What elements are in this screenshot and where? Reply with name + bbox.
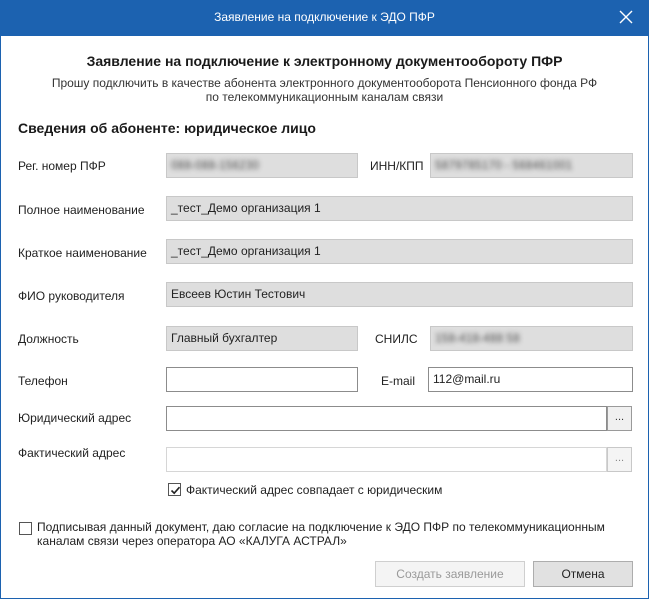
inn-kpp-field[interactable]: 5879785170 - 568461001 (430, 153, 633, 178)
full-name-label: Полное наименование (18, 203, 145, 217)
cancel-button[interactable]: Отмена (533, 561, 633, 587)
consent-line-1: Подписывая данный документ, даю согласие на подключение к ЭДО ПФР по телекоммуникационным (37, 520, 605, 534)
phone-input[interactable] (166, 367, 358, 392)
consent-checkbox[interactable] (19, 522, 32, 535)
snils-label: СНИЛС (375, 332, 418, 346)
form-heading: Заявление на подключение к электронному документообороту ПФР (86, 53, 563, 69)
legal-address-label: Юридический адрес (18, 411, 132, 425)
director-label: ФИО руководителя (18, 289, 125, 303)
legal-address-browse-button[interactable]: ... (607, 406, 632, 431)
actual-address-label: Фактический адрес (18, 446, 126, 460)
full-name-field[interactable]: _тест_Демо организация 1 (166, 196, 633, 221)
consent-line-2: каналам связи через оператора АО «КАЛУГА АСТРАЛ» (37, 534, 347, 548)
director-field[interactable]: Евсеев Юстин Тестович (166, 282, 633, 307)
position-label: Должность (18, 332, 79, 346)
window-title: Заявление на подключение к ЭДО ПФР (214, 10, 435, 24)
phone-label: Телефон (18, 374, 68, 388)
create-application-button[interactable]: Создать заявление (375, 561, 525, 587)
short-name-field[interactable]: _тест_Демо организация 1 (166, 239, 633, 264)
form-subheading (0, 76, 649, 104)
title-bar (0, 0, 649, 36)
actual-address-input[interactable] (166, 447, 607, 472)
email-input[interactable]: 112@mail.ru (428, 367, 633, 392)
section-title: Сведения об абоненте: юридическое лицо (18, 120, 316, 136)
reg-number-field[interactable]: 088-088-156230 (166, 153, 358, 178)
subheading-line-2: по телекоммуникационным каналам связи (205, 90, 444, 104)
reg-number-label: Рег. номер ПФР (18, 159, 106, 173)
subheading-line-1: Прошу подключить в качестве абонента электронного документооборота Пенсионного фонда РФ (51, 76, 598, 90)
position-field[interactable]: Главный бухгалтер (166, 326, 358, 351)
actual-address-browse-button[interactable]: ... (607, 447, 632, 472)
email-label: E-mail (381, 374, 416, 388)
same-address-checkbox[interactable] (168, 483, 181, 496)
same-address-label: Фактический адрес совпадает с юридическим (186, 483, 443, 497)
close-icon[interactable] (617, 8, 635, 26)
short-name-label: Краткое наименование (18, 246, 147, 260)
checkmark-icon (170, 485, 181, 496)
inn-kpp-label: ИНН/КПП (370, 159, 424, 173)
consent-text (37, 520, 605, 548)
snils-field[interactable]: 158-418-488 58 (430, 326, 633, 351)
legal-address-input[interactable] (166, 406, 607, 431)
